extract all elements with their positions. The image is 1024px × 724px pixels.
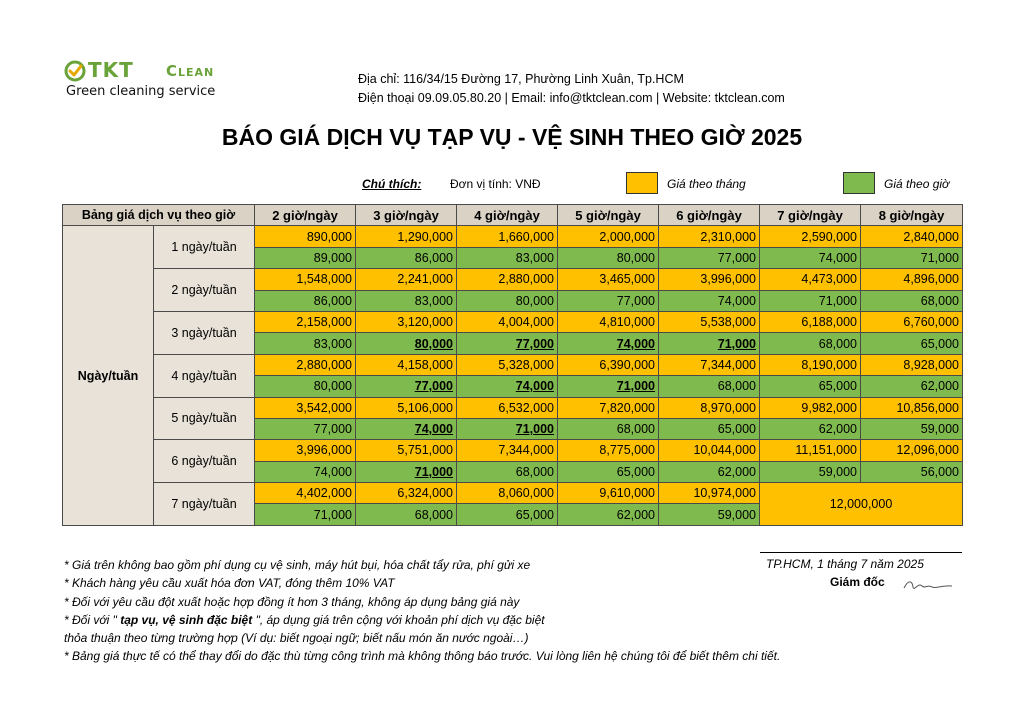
hourly-price-cell: 59,000 [760,461,861,482]
contact-info [358,70,785,108]
column-header: 4 giờ/ngày [457,205,558,226]
hourly-price-cell: 71,000 [659,333,760,354]
monthly-price-cell: 7,344,000 [659,354,760,375]
price-table [62,204,963,526]
table-row [63,483,963,504]
hourly-price-cell: 65,000 [558,461,659,482]
note: * Bảng giá thực tế có thể thay đổi do đặc thù từng công trình mà không thông báo trước. Vui lòng liên hệ chúng tôi để biết thêm chi tiết. [64,649,781,664]
hourly-price-cell: 62,000 [861,376,963,397]
note: * Đối với yêu cầu đột xuất hoặc hợp đồng ít hơn 3 tháng, không áp dụng bảng giá này [64,594,520,609]
column-header: 7 giờ/ngày [760,205,861,226]
monthly-price-cell: 4,158,000 [356,354,457,375]
note: thỏa thuận theo từng trường hợp (Ví dụ: biết ngoại ngữ; biết nấu món ăn nước ngoài…) [64,631,529,646]
monthly-price-cell: 4,810,000 [558,311,659,332]
currency-unit: Đơn vị tính: VNĐ [450,177,541,191]
monthly-price-cell: 5,328,000 [457,354,558,375]
monthly-price-cell: 3,996,000 [659,269,760,290]
monthly-legend-text: Giá theo tháng [667,177,746,191]
hourly-price-cell: 74,000 [356,418,457,439]
table-row [63,440,963,461]
monthly-price-cell: 2,840,000 [861,226,963,247]
brand-name: TKT [88,58,134,82]
hourly-price-cell: 68,000 [356,504,457,525]
monthly-price-cell: 8,060,000 [457,483,558,504]
monthly-price-cell: 3,120,000 [356,311,457,332]
monthly-price-cell: 3,996,000 [255,440,356,461]
note-prefix: * Đối với " [64,612,117,627]
monthly-price-cell: 1,660,000 [457,226,558,247]
hourly-price-cell: 62,000 [659,461,760,482]
column-header: 8 giờ/ngày [861,205,963,226]
table-corner-label: Bảng giá dịch vụ theo giờ [63,205,255,226]
hourly-price-cell: 74,000 [760,247,861,268]
monthly-price-cell: 890,000 [255,226,356,247]
hourly-price-cell: 77,000 [457,333,558,354]
monthly-price-cell: 2,241,000 [356,269,457,290]
note-emphasis: tạp vụ, vệ sinh đặc biệt [116,612,256,627]
hourly-price-cell: 89,000 [255,247,356,268]
monthly-price-cell: 11,151,000 [760,440,861,461]
note: * Khách hàng yêu cầu xuất hóa đơn VAT, đóng thêm 10% VAT [64,576,395,591]
row-label: 1 ngày/tuần [154,226,255,269]
address: Địa chỉ: 116/34/15 Đường 17, Phường Linh Xuân, Tp.HCM [358,72,684,86]
hourly-price-cell: 71,000 [558,376,659,397]
monthly-price-cell: 1,290,000 [356,226,457,247]
hourly-price-cell: 65,000 [861,333,963,354]
row-label: 2 ngày/tuần [154,269,255,312]
hourly-price-cell: 74,000 [457,376,558,397]
hourly-price-cell: 77,000 [255,418,356,439]
table-row [63,397,963,418]
note-suffix: ", áp dụng giá trên cộng với khoản phí dịch vụ đặc biệt [255,612,545,627]
monthly-price-cell: 3,542,000 [255,397,356,418]
hourly-price-cell: 71,000 [457,418,558,439]
row-label: 5 ngày/tuần [154,397,255,440]
hourly-price-cell: 71,000 [760,290,861,311]
row-label: 3 ngày/tuần [154,311,255,354]
hourly-price-cell: 74,000 [558,333,659,354]
monthly-price-cell: 2,880,000 [457,269,558,290]
hourly-price-cell: 83,000 [255,333,356,354]
table-row [63,226,963,247]
hourly-price-cell: 83,000 [356,290,457,311]
hourly-price-cell: 59,000 [659,504,760,525]
row-label: 7 ngày/tuần [154,483,255,526]
monthly-price-cell: 5,106,000 [356,397,457,418]
monthly-price-cell: 12,096,000 [861,440,963,461]
hourly-price-cell: 80,000 [255,376,356,397]
signature-date: TP.HCM, 1 tháng 7 năm 2025 [766,557,924,571]
signature-scribble-icon [902,576,954,596]
signature-title: Giám đốc [830,575,885,589]
monthly-price-cell: 4,473,000 [760,269,861,290]
monthly-price-cell: 4,004,000 [457,311,558,332]
note [64,611,780,629]
hourly-swatch [843,172,875,194]
monthly-price-cell: 2,880,000 [255,354,356,375]
page-title: BÁO GIÁ DỊCH VỤ TẠP VỤ - VỆ SINH THEO GIỜ 2025 [221,124,803,150]
hourly-price-cell: 68,000 [760,333,861,354]
hourly-price-cell: 71,000 [356,461,457,482]
monthly-price-cell: 10,044,000 [659,440,760,461]
hourly-price-cell: 56,000 [861,461,963,482]
monthly-price-cell: 8,775,000 [558,440,659,461]
hourly-price-cell: 68,000 [457,461,558,482]
monthly-price-cell: 9,982,000 [760,397,861,418]
table-row [63,354,963,375]
signature-divider [760,552,962,553]
group-label: Ngày/tuần [63,226,154,525]
monthly-price-cell: 2,310,000 [659,226,760,247]
monthly-price-cell: 1,548,000 [255,269,356,290]
row-label: 4 ngày/tuần [154,354,255,397]
hourly-price-cell: 68,000 [558,418,659,439]
hourly-price-cell: 71,000 [861,247,963,268]
monthly-price-cell: 6,760,000 [861,311,963,332]
hourly-price-cell: 86,000 [255,290,356,311]
monthly-price-cell: 4,402,000 [255,483,356,504]
monthly-price-cell: 7,820,000 [558,397,659,418]
hourly-price-cell: 71,000 [255,504,356,525]
hourly-price-cell: 62,000 [760,418,861,439]
hourly-price-cell: 65,000 [760,376,861,397]
hourly-price-cell: 59,000 [861,418,963,439]
hourly-price-cell: 62,000 [558,504,659,525]
brand-suffix: Clean [166,62,215,80]
monthly-swatch [626,172,658,194]
monthly-price-cell: 5,751,000 [356,440,457,461]
monthly-price-cell: 2,158,000 [255,311,356,332]
hourly-price-cell: 80,000 [356,333,457,354]
column-header: 6 giờ/ngày [659,205,760,226]
monthly-price-cell: 9,610,000 [558,483,659,504]
notes [64,556,780,666]
note: * Giá trên không bao gồm phí dụng cụ vệ sinh, máy hút bụi, hóa chất tẩy rửa, phí gửi xe [64,558,531,572]
hourly-price-cell: 74,000 [659,290,760,311]
hourly-price-cell: 77,000 [659,247,760,268]
column-header: 5 giờ/ngày [558,205,659,226]
monthly-price-cell: 3,465,000 [558,269,659,290]
merged-monthly-price-cell: 12,000,000 [760,483,963,526]
monthly-price-cell: 2,000,000 [558,226,659,247]
hourly-price-cell: 68,000 [659,376,760,397]
table-row [63,311,963,332]
hourly-price-cell: 77,000 [356,376,457,397]
hourly-price-cell: 80,000 [457,290,558,311]
monthly-price-cell: 8,970,000 [659,397,760,418]
column-header: 3 giờ/ngày [356,205,457,226]
table-row [63,269,963,290]
monthly-price-cell: 6,188,000 [760,311,861,332]
monthly-price-cell: 7,344,000 [457,440,558,461]
monthly-price-cell: 6,324,000 [356,483,457,504]
hourly-price-cell: 83,000 [457,247,558,268]
monthly-price-cell: 8,928,000 [861,354,963,375]
monthly-price-cell: 8,190,000 [760,354,861,375]
company-logo [64,58,244,104]
monthly-price-cell: 10,974,000 [659,483,760,504]
table-header-row [63,205,963,226]
leaf-check-icon [64,60,86,82]
column-header: 2 giờ/ngày [255,205,356,226]
hourly-price-cell: 77,000 [558,290,659,311]
hourly-price-cell: 68,000 [861,290,963,311]
monthly-price-cell: 6,390,000 [558,354,659,375]
hourly-price-cell: 65,000 [457,504,558,525]
hourly-price-cell: 80,000 [558,247,659,268]
hourly-price-cell: 74,000 [255,461,356,482]
monthly-price-cell: 4,896,000 [861,269,963,290]
hourly-price-cell: 86,000 [356,247,457,268]
monthly-price-cell: 6,532,000 [457,397,558,418]
legend-label: Chú thích: [362,177,422,191]
monthly-price-cell: 5,538,000 [659,311,760,332]
brand-slogan: Green cleaning service [66,84,216,99]
row-label: 6 ngày/tuần [154,440,255,483]
monthly-price-cell: 10,856,000 [861,397,963,418]
contact-line: Điện thoại 09.09.05.80.20 | Email: info@tktclean.com | Website: tktclean.com [358,91,785,105]
hourly-price-cell: 65,000 [659,418,760,439]
hourly-legend-text: Giá theo giờ [884,177,950,191]
monthly-price-cell: 2,590,000 [760,226,861,247]
